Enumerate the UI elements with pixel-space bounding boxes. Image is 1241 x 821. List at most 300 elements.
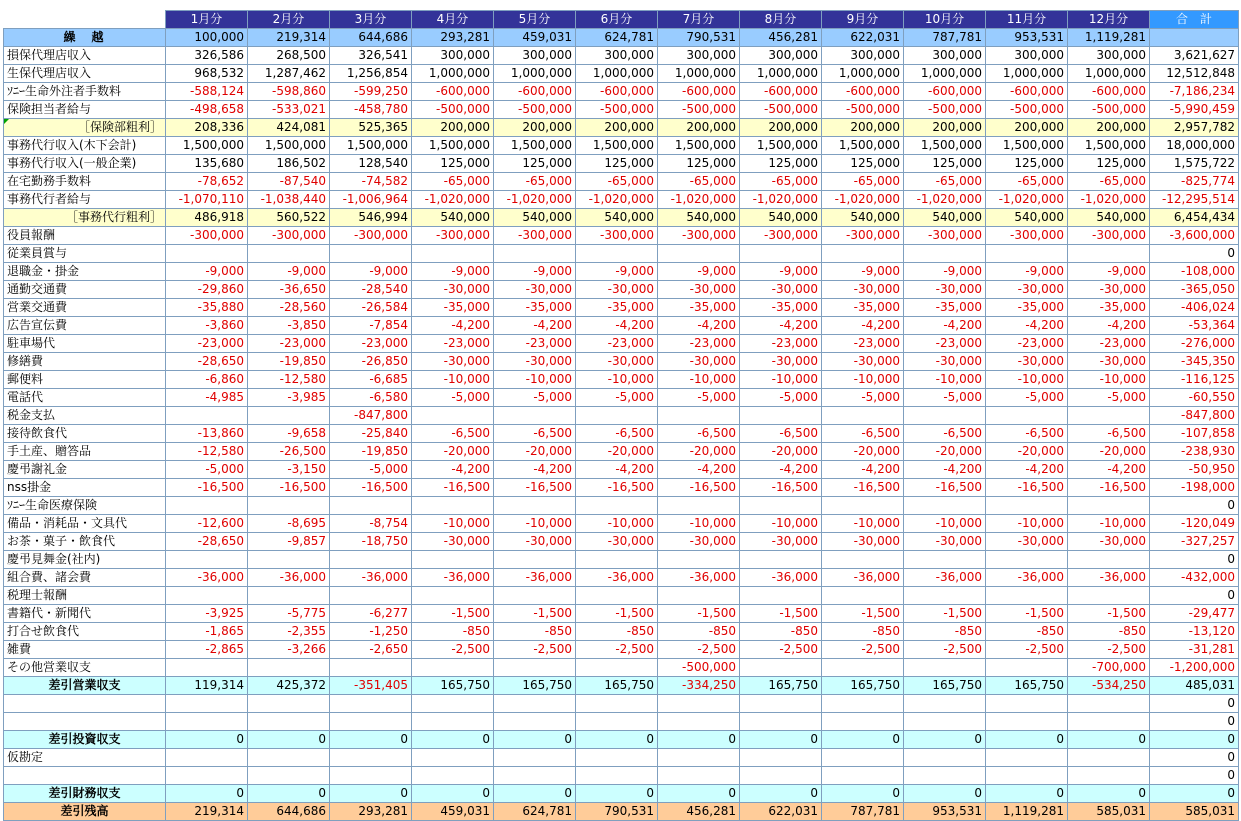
value-cell[interactable]: 200,000 — [986, 119, 1068, 137]
total-cell[interactable]: 18,000,000 — [1150, 137, 1239, 155]
value-cell[interactable]: -6,500 — [658, 425, 740, 443]
value-cell[interactable] — [986, 767, 1068, 785]
value-cell[interactable]: -5,000 — [658, 389, 740, 407]
value-cell[interactable]: -36,000 — [494, 569, 576, 587]
value-cell[interactable] — [904, 767, 986, 785]
total-cell[interactable]: 0 — [1150, 695, 1239, 713]
row-label[interactable]: 税理士報酬 — [4, 587, 166, 605]
value-cell[interactable] — [248, 407, 330, 425]
value-cell[interactable] — [412, 749, 494, 767]
value-cell[interactable]: 1,000,000 — [822, 65, 904, 83]
total-cell[interactable]: -276,000 — [1150, 335, 1239, 353]
value-cell[interactable]: -29,860 — [166, 281, 248, 299]
value-cell[interactable]: -1,020,000 — [658, 191, 740, 209]
value-cell[interactable]: -1,500 — [986, 605, 1068, 623]
value-cell[interactable]: -19,850 — [248, 353, 330, 371]
value-cell[interactable]: -65,000 — [1068, 173, 1150, 191]
value-cell[interactable]: 1,000,000 — [904, 65, 986, 83]
month-header[interactable]: 9月分 — [822, 11, 904, 29]
value-cell[interactable]: -65,000 — [822, 173, 904, 191]
value-cell[interactable]: -4,200 — [576, 317, 658, 335]
total-cell[interactable]: -327,257 — [1150, 533, 1239, 551]
total-cell[interactable]: -29,477 — [1150, 605, 1239, 623]
value-cell[interactable] — [658, 713, 740, 731]
value-cell[interactable] — [494, 245, 576, 263]
value-cell[interactable]: -9,000 — [822, 263, 904, 281]
value-cell[interactable]: -30,000 — [740, 533, 822, 551]
value-cell[interactable]: -30,000 — [576, 281, 658, 299]
value-cell[interactable]: 100,000 — [166, 29, 248, 47]
row-label[interactable]: 仮勘定 — [4, 749, 166, 767]
value-cell[interactable]: -2,650 — [330, 641, 412, 659]
value-cell[interactable]: 165,750 — [740, 677, 822, 695]
value-cell[interactable] — [412, 695, 494, 713]
row-label[interactable]: 慶弔謝礼金 — [4, 461, 166, 479]
value-cell[interactable]: 1,500,000 — [412, 137, 494, 155]
value-cell[interactable]: 300,000 — [412, 47, 494, 65]
value-cell[interactable]: -30,000 — [658, 353, 740, 371]
value-cell[interactable]: 300,000 — [658, 47, 740, 65]
value-cell[interactable]: 585,031 — [1068, 803, 1150, 821]
value-cell[interactable] — [166, 713, 248, 731]
value-cell[interactable]: -6,500 — [494, 425, 576, 443]
value-cell[interactable]: -5,000 — [330, 461, 412, 479]
value-cell[interactable]: -16,500 — [904, 479, 986, 497]
value-cell[interactable] — [248, 695, 330, 713]
value-cell[interactable]: 486,918 — [166, 209, 248, 227]
value-cell[interactable]: -10,000 — [494, 515, 576, 533]
value-cell[interactable]: -65,000 — [986, 173, 1068, 191]
value-cell[interactable]: -600,000 — [658, 83, 740, 101]
row-label[interactable]: 修繕費 — [4, 353, 166, 371]
value-cell[interactable]: 1,000,000 — [412, 65, 494, 83]
value-cell[interactable]: -850 — [412, 623, 494, 641]
value-cell[interactable]: -36,000 — [166, 569, 248, 587]
total-cell[interactable]: 3,621,627 — [1150, 47, 1239, 65]
value-cell[interactable]: -23,000 — [412, 335, 494, 353]
value-cell[interactable]: -36,000 — [904, 569, 986, 587]
value-cell[interactable]: -8,754 — [330, 515, 412, 533]
value-cell[interactable]: -850 — [986, 623, 1068, 641]
value-cell[interactable] — [576, 767, 658, 785]
month-header[interactable]: 4月分 — [412, 11, 494, 29]
value-cell[interactable]: -74,582 — [330, 173, 412, 191]
value-cell[interactable]: -6,500 — [576, 425, 658, 443]
value-cell[interactable]: -35,000 — [822, 299, 904, 317]
value-cell[interactable]: -2,500 — [494, 641, 576, 659]
value-cell[interactable] — [904, 497, 986, 515]
value-cell[interactable]: -4,200 — [658, 317, 740, 335]
value-cell[interactable]: -36,000 — [740, 569, 822, 587]
row-label[interactable]: 打合せ飲食代 — [4, 623, 166, 641]
value-cell[interactable] — [1068, 497, 1150, 515]
value-cell[interactable] — [1068, 551, 1150, 569]
value-cell[interactable]: -2,355 — [248, 623, 330, 641]
value-cell[interactable]: -1,070,110 — [166, 191, 248, 209]
value-cell[interactable]: 119,314 — [166, 677, 248, 695]
row-label[interactable]: 差引投資収支 — [4, 731, 166, 749]
value-cell[interactable]: -36,000 — [412, 569, 494, 587]
value-cell[interactable]: -600,000 — [1068, 83, 1150, 101]
value-cell[interactable]: -35,000 — [904, 299, 986, 317]
row-label[interactable]: 雑費 — [4, 641, 166, 659]
value-cell[interactable] — [822, 749, 904, 767]
value-cell[interactable] — [330, 695, 412, 713]
value-cell[interactable]: -30,000 — [822, 281, 904, 299]
value-cell[interactable] — [986, 587, 1068, 605]
value-cell[interactable]: -300,000 — [822, 227, 904, 245]
value-cell[interactable] — [740, 587, 822, 605]
value-cell[interactable] — [412, 713, 494, 731]
value-cell[interactable]: 1,500,000 — [658, 137, 740, 155]
month-header[interactable]: 6月分 — [576, 11, 658, 29]
value-cell[interactable]: 0 — [166, 731, 248, 749]
value-cell[interactable]: 125,000 — [822, 155, 904, 173]
row-label[interactable]: 繰 越 — [4, 29, 166, 47]
value-cell[interactable]: -35,000 — [1068, 299, 1150, 317]
value-cell[interactable]: -65,000 — [740, 173, 822, 191]
value-cell[interactable]: 787,781 — [822, 803, 904, 821]
value-cell[interactable]: 456,281 — [740, 29, 822, 47]
total-cell[interactable]: -238,930 — [1150, 443, 1239, 461]
value-cell[interactable]: -16,500 — [494, 479, 576, 497]
value-cell[interactable] — [166, 245, 248, 263]
value-cell[interactable]: 0 — [576, 785, 658, 803]
value-cell[interactable]: 1,500,000 — [822, 137, 904, 155]
value-cell[interactable] — [904, 407, 986, 425]
value-cell[interactable]: -10,000 — [822, 515, 904, 533]
value-cell[interactable] — [904, 551, 986, 569]
value-cell[interactable]: 293,281 — [412, 29, 494, 47]
total-cell[interactable]: -108,000 — [1150, 263, 1239, 281]
value-cell[interactable]: 540,000 — [658, 209, 740, 227]
value-cell[interactable]: -600,000 — [904, 83, 986, 101]
value-cell[interactable]: -6,500 — [904, 425, 986, 443]
row-label[interactable]: 差引財務収支 — [4, 785, 166, 803]
value-cell[interactable]: 540,000 — [904, 209, 986, 227]
value-cell[interactable]: -533,021 — [248, 101, 330, 119]
value-cell[interactable]: -9,000 — [986, 263, 1068, 281]
value-cell[interactable] — [822, 245, 904, 263]
value-cell[interactable]: -10,000 — [904, 371, 986, 389]
value-cell[interactable]: 1,500,000 — [904, 137, 986, 155]
row-label[interactable]: 損保代理店収入 — [4, 47, 166, 65]
value-cell[interactable]: 0 — [658, 731, 740, 749]
value-cell[interactable]: -598,860 — [248, 83, 330, 101]
value-cell[interactable] — [904, 659, 986, 677]
value-cell[interactable]: 165,750 — [576, 677, 658, 695]
value-cell[interactable]: -700,000 — [1068, 659, 1150, 677]
value-cell[interactable]: -1,020,000 — [986, 191, 1068, 209]
value-cell[interactable] — [576, 713, 658, 731]
value-cell[interactable]: -9,000 — [166, 263, 248, 281]
value-cell[interactable] — [412, 245, 494, 263]
value-cell[interactable]: -5,000 — [166, 461, 248, 479]
value-cell[interactable]: -1,020,000 — [1068, 191, 1150, 209]
value-cell[interactable]: -36,000 — [658, 569, 740, 587]
value-cell[interactable]: 326,586 — [166, 47, 248, 65]
value-cell[interactable] — [576, 407, 658, 425]
value-cell[interactable] — [248, 659, 330, 677]
value-cell[interactable]: -3,860 — [166, 317, 248, 335]
value-cell[interactable]: 0 — [904, 785, 986, 803]
value-cell[interactable] — [658, 245, 740, 263]
value-cell[interactable]: -10,000 — [986, 371, 1068, 389]
row-label[interactable]: ｿﾆｰ生命外注者手数料 — [4, 83, 166, 101]
value-cell[interactable]: 540,000 — [986, 209, 1068, 227]
month-header[interactable]: 8月分 — [740, 11, 822, 29]
value-cell[interactable]: -30,000 — [658, 281, 740, 299]
total-cell[interactable]: -5,990,459 — [1150, 101, 1239, 119]
value-cell[interactable]: 540,000 — [822, 209, 904, 227]
row-label[interactable]: ［事務代行粗利］ — [4, 209, 166, 227]
value-cell[interactable]: 0 — [412, 731, 494, 749]
value-cell[interactable]: -500,000 — [1068, 101, 1150, 119]
value-cell[interactable] — [248, 245, 330, 263]
value-cell[interactable]: 622,031 — [822, 29, 904, 47]
value-cell[interactable]: -4,200 — [740, 461, 822, 479]
value-cell[interactable]: 560,522 — [248, 209, 330, 227]
value-cell[interactable]: -20,000 — [986, 443, 1068, 461]
value-cell[interactable] — [1068, 767, 1150, 785]
value-cell[interactable]: 624,781 — [494, 803, 576, 821]
value-cell[interactable]: -23,000 — [166, 335, 248, 353]
value-cell[interactable]: -10,000 — [412, 515, 494, 533]
value-cell[interactable]: 953,531 — [986, 29, 1068, 47]
value-cell[interactable]: -300,000 — [986, 227, 1068, 245]
value-cell[interactable]: -10,000 — [740, 515, 822, 533]
value-cell[interactable]: -30,000 — [1068, 281, 1150, 299]
value-cell[interactable]: 186,502 — [248, 155, 330, 173]
value-cell[interactable]: -2,500 — [412, 641, 494, 659]
value-cell[interactable]: -850 — [576, 623, 658, 641]
value-cell[interactable]: -30,000 — [658, 533, 740, 551]
value-cell[interactable]: 268,500 — [248, 47, 330, 65]
value-cell[interactable]: -28,650 — [166, 533, 248, 551]
value-cell[interactable] — [822, 695, 904, 713]
value-cell[interactable]: -300,000 — [1068, 227, 1150, 245]
value-cell[interactable]: -3,985 — [248, 389, 330, 407]
value-cell[interactable]: -36,650 — [248, 281, 330, 299]
total-cell[interactable]: -60,550 — [1150, 389, 1239, 407]
value-cell[interactable]: -300,000 — [494, 227, 576, 245]
total-cell[interactable]: -198,000 — [1150, 479, 1239, 497]
value-cell[interactable]: 0 — [822, 731, 904, 749]
value-cell[interactable]: -4,200 — [1068, 461, 1150, 479]
value-cell[interactable]: -500,000 — [658, 659, 740, 677]
value-cell[interactable]: -1,500 — [904, 605, 986, 623]
value-cell[interactable]: 0 — [740, 731, 822, 749]
value-cell[interactable]: -2,500 — [1068, 641, 1150, 659]
value-cell[interactable]: -30,000 — [1068, 353, 1150, 371]
value-cell[interactable]: -4,200 — [658, 461, 740, 479]
value-cell[interactable]: -600,000 — [986, 83, 1068, 101]
value-cell[interactable]: -10,000 — [576, 515, 658, 533]
value-cell[interactable]: -10,000 — [494, 371, 576, 389]
value-cell[interactable]: -1,500 — [412, 605, 494, 623]
row-label[interactable]: 差引営業収支 — [4, 677, 166, 695]
value-cell[interactable]: -30,000 — [986, 533, 1068, 551]
value-cell[interactable]: -30,000 — [986, 281, 1068, 299]
value-cell[interactable]: -10,000 — [1068, 515, 1150, 533]
row-label[interactable]: 郵便料 — [4, 371, 166, 389]
total-cell[interactable]: 0 — [1150, 767, 1239, 785]
total-cell[interactable]: 0 — [1150, 587, 1239, 605]
value-cell[interactable]: -3,850 — [248, 317, 330, 335]
value-cell[interactable]: -498,658 — [166, 101, 248, 119]
value-cell[interactable]: 0 — [576, 731, 658, 749]
value-cell[interactable]: -458,780 — [330, 101, 412, 119]
value-cell[interactable]: -25,840 — [330, 425, 412, 443]
value-cell[interactable]: -4,200 — [822, 317, 904, 335]
row-label[interactable]: 手土産、贈答品 — [4, 443, 166, 461]
value-cell[interactable]: -500,000 — [904, 101, 986, 119]
total-cell[interactable]: 0 — [1150, 497, 1239, 515]
row-label[interactable]: ［保険部粗利］ — [4, 119, 166, 137]
value-cell[interactable] — [1068, 749, 1150, 767]
value-cell[interactable]: -300,000 — [248, 227, 330, 245]
value-cell[interactable]: -4,200 — [986, 317, 1068, 335]
value-cell[interactable] — [166, 407, 248, 425]
value-cell[interactable]: -5,000 — [494, 389, 576, 407]
value-cell[interactable]: 1,256,854 — [330, 65, 412, 83]
value-cell[interactable]: -600,000 — [576, 83, 658, 101]
value-cell[interactable]: -23,000 — [494, 335, 576, 353]
value-cell[interactable]: 0 — [986, 731, 1068, 749]
row-label[interactable]: その他営業収支 — [4, 659, 166, 677]
value-cell[interactable]: -4,200 — [412, 461, 494, 479]
value-cell[interactable] — [494, 551, 576, 569]
value-cell[interactable]: -20,000 — [494, 443, 576, 461]
total-cell[interactable]: -432,000 — [1150, 569, 1239, 587]
total-cell[interactable]: -50,950 — [1150, 461, 1239, 479]
value-cell[interactable]: 0 — [1068, 785, 1150, 803]
value-cell[interactable]: -6,860 — [166, 371, 248, 389]
value-cell[interactable]: -23,000 — [576, 335, 658, 353]
value-cell[interactable]: 300,000 — [822, 47, 904, 65]
value-cell[interactable]: -10,000 — [904, 515, 986, 533]
value-cell[interactable]: 1,000,000 — [986, 65, 1068, 83]
value-cell[interactable]: 1,000,000 — [658, 65, 740, 83]
value-cell[interactable]: -30,000 — [1068, 533, 1150, 551]
value-cell[interactable]: 0 — [248, 731, 330, 749]
value-cell[interactable]: -36,000 — [248, 569, 330, 587]
value-cell[interactable]: -30,000 — [740, 353, 822, 371]
value-cell[interactable]: 219,314 — [166, 803, 248, 821]
total-cell[interactable]: -13,120 — [1150, 623, 1239, 641]
value-cell[interactable]: -10,000 — [658, 515, 740, 533]
total-cell[interactable]: -116,125 — [1150, 371, 1239, 389]
value-cell[interactable]: -36,000 — [1068, 569, 1150, 587]
value-cell[interactable] — [412, 497, 494, 515]
value-cell[interactable]: -600,000 — [822, 83, 904, 101]
row-label[interactable]: 広告宣伝費 — [4, 317, 166, 335]
value-cell[interactable]: -23,000 — [330, 335, 412, 353]
value-cell[interactable]: 1,500,000 — [166, 137, 248, 155]
value-cell[interactable]: -12,580 — [248, 371, 330, 389]
value-cell[interactable] — [740, 659, 822, 677]
value-cell[interactable]: -4,200 — [740, 317, 822, 335]
value-cell[interactable]: -13,860 — [166, 425, 248, 443]
value-cell[interactable]: 1,000,000 — [740, 65, 822, 83]
total-cell[interactable]: 0 — [1150, 551, 1239, 569]
value-cell[interactable]: -20,000 — [412, 443, 494, 461]
total-cell[interactable]: 0 — [1150, 731, 1239, 749]
row-label[interactable]: 慶弔見舞金(社内) — [4, 551, 166, 569]
value-cell[interactable]: -16,500 — [166, 479, 248, 497]
row-label[interactable]: 駐車場代 — [4, 335, 166, 353]
value-cell[interactable]: -36,000 — [330, 569, 412, 587]
value-cell[interactable]: -12,580 — [166, 443, 248, 461]
value-cell[interactable]: -28,540 — [330, 281, 412, 299]
month-header[interactable]: 7月分 — [658, 11, 740, 29]
month-header[interactable]: 3月分 — [330, 11, 412, 29]
value-cell[interactable]: -16,500 — [330, 479, 412, 497]
value-cell[interactable]: -2,865 — [166, 641, 248, 659]
value-cell[interactable]: -2,500 — [658, 641, 740, 659]
value-cell[interactable] — [248, 497, 330, 515]
row-label[interactable]: 書籍代・新聞代 — [4, 605, 166, 623]
value-cell[interactable]: -1,500 — [658, 605, 740, 623]
value-cell[interactable]: -35,000 — [412, 299, 494, 317]
value-cell[interactable]: -9,000 — [248, 263, 330, 281]
value-cell[interactable]: -10,000 — [740, 371, 822, 389]
value-cell[interactable]: -9,000 — [412, 263, 494, 281]
value-cell[interactable]: -23,000 — [248, 335, 330, 353]
value-cell[interactable]: -30,000 — [494, 353, 576, 371]
value-cell[interactable] — [740, 551, 822, 569]
value-cell[interactable]: -26,850 — [330, 353, 412, 371]
month-header[interactable]: 12月分 — [1068, 11, 1150, 29]
row-label[interactable] — [4, 713, 166, 731]
value-cell[interactable]: -9,000 — [1068, 263, 1150, 281]
value-cell[interactable] — [248, 767, 330, 785]
value-cell[interactable]: 1,500,000 — [248, 137, 330, 155]
value-cell[interactable]: -5,000 — [822, 389, 904, 407]
value-cell[interactable] — [1068, 587, 1150, 605]
value-cell[interactable]: 0 — [166, 785, 248, 803]
value-cell[interactable] — [412, 587, 494, 605]
value-cell[interactable]: -2,500 — [822, 641, 904, 659]
value-cell[interactable]: -26,500 — [248, 443, 330, 461]
value-cell[interactable] — [1068, 245, 1150, 263]
total-cell[interactable]: -7,186,234 — [1150, 83, 1239, 101]
value-cell[interactable] — [412, 767, 494, 785]
value-cell[interactable]: 1,287,462 — [248, 65, 330, 83]
row-label[interactable]: 組合費、諸会費 — [4, 569, 166, 587]
value-cell[interactable]: -16,500 — [412, 479, 494, 497]
value-cell[interactable]: -6,500 — [1068, 425, 1150, 443]
value-cell[interactable]: -1,038,440 — [248, 191, 330, 209]
value-cell[interactable] — [494, 407, 576, 425]
value-cell[interactable]: 0 — [494, 785, 576, 803]
value-cell[interactable]: -2,500 — [740, 641, 822, 659]
total-cell[interactable]: -120,049 — [1150, 515, 1239, 533]
value-cell[interactable]: -9,000 — [494, 263, 576, 281]
value-cell[interactable]: 525,365 — [330, 119, 412, 137]
value-cell[interactable]: 456,281 — [658, 803, 740, 821]
value-cell[interactable] — [1068, 713, 1150, 731]
row-label[interactable]: 通勤交通費 — [4, 281, 166, 299]
value-cell[interactable]: -4,200 — [576, 461, 658, 479]
value-cell[interactable] — [740, 749, 822, 767]
total-cell[interactable]: -825,774 — [1150, 173, 1239, 191]
value-cell[interactable] — [248, 587, 330, 605]
value-cell[interactable]: 424,081 — [248, 119, 330, 137]
value-cell[interactable]: -1,500 — [494, 605, 576, 623]
value-cell[interactable]: -850 — [740, 623, 822, 641]
value-cell[interactable]: 1,500,000 — [576, 137, 658, 155]
